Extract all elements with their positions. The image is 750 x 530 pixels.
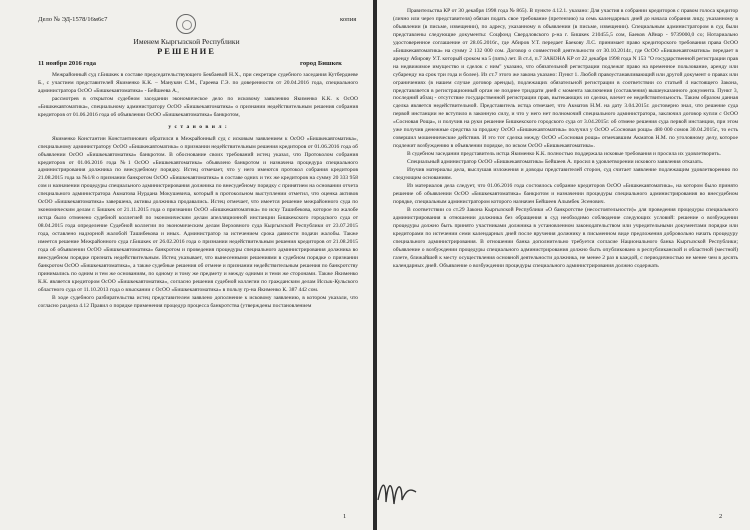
plaintiff-support-paragraph: В судебном заседании представитель истца Якименко К.К. полностью поддержала исковые требования и просила их удовлетворить. <box>407 151 721 158</box>
left-page <box>0 0 373 530</box>
page-number-right: 2 <box>719 513 723 520</box>
right-body <box>393 8 738 270</box>
court-name: Именем Кыргызской Республики <box>133 37 240 46</box>
claim-paragraph: Якименко Константин Константинович обратился в Межрайонный суд с исковым заявлением к ОсОО «Бишкекавтоматика», специальному администратору ОсОО «Бишкекавтоматика» о признании недействительным решения кредиторов от 01.06.2016 года об объявлении ОсОО «Бишкекавтоматика» банкротом. В обоснование своих требований истец указал, что Протоколом собрания кредиторов от 01.06.2016 года №1 ОсОО «Бишкекавтоматика» объявлено банкротом и назначена процедура специального администрирования должника по внесудебному порядку. Истец отмечает, что у него имеются протокол собрания кредиторов 21.08.2015 года за №1/8 о признании банкротом ОсОО «Бишкекавтоматика» в составе одних и тех же кредиторов на сумму 20 333 958 сом и назначении процедуры специального администрирования должника по внесудебному порядку с принятием на основании отчета специального администратора Акматова Нурдана Мокушевича, который в протокольном выступлении отметил, что оценка активов ОсОО «Бишкекавтоматика» завершена, активы должника продавались. Истец отмечает, что имеется решение межрайонного суда по экономическим делам г. Бишкек от 21.11.2015 года о признании ОсОО «Бишкекавтоматика» по иску Ташибекова, которое по жалобе истца было отменено судебной коллегией по экономическим делам апелляционной инстанции Бишкекского городского суда от 08.04.2015 года определение Судебной коллегии по экономическим делам Верховного суда Кыргызской Республики от 23.07.2015 года, оставлено надзорной жалобой Ташибекова и иных. Администратор за истечением срока давности подачи жалобы. Также имеется решение Межрайонного суда г.Бишкек от 26.02.2016 года о признании недействительным решения кредиторов от 21.08.2015 года об объявлении ОсОО «Бишкекавтоматика» банкротом и проведения процедуры специального администрирования должника во внесудебном порядке признать недействительным. Истец указывает, что вынесенными решениями в судебном порядке о признании банкротом ОсОО «Бишкекавтоматика», а также судебные решения об отмене и признании недействительным решения по банкротству принимались по одним и тем же основаниям, по одному и тому же предмету и между одними и теми же сторонами. Также Якименко К.К. является кредитором ОсОО «Бишкекавтоматика», согласно решения судебной коллегии по гражданским делам Иссык-Кульского областного суда от 11.10.2013 года о взыскании с ОсОО «Бишкекавтоматика» в пользу гр-на Якименко К. 387 442 сом. <box>38 135 358 293</box>
supplement-paragraph: В ходе судебного разбирательства истец представителем заявлено дополнение к исковому заявлению, в котором указали, что согласно раздела 4.12 Правил о порядке применения процедур процесса банкротства (утверждены постановлением <box>38 294 358 309</box>
rules-paragraph: Правительства КР от 30 декабря 1998 года № 865). В пункте 4.12.1. указано: Для участия в собрании кредиторов с правом голоса кредитор (лично или через представителя) обязан подать свое требование (претензию) за семь календарных дней до начала собрания лицу, указанному в объявлении (в письме, извещении), по адресу, указанному в объявлении (в письме, извещении). Специальным администратором в суд были представлены следующие документы: Соцфонд Свердловского р-на г. Бишкек 210455,5 сом, Баеков Айнар - 9739000,0 со; Нотариально удостоверенное соглашение от 28.05.2016г., где Абиров У.Т. передает Баекову Л.С. принимает право кредиторского требования права ОсОО «Бишкекавтоматика» на сумму 2 132 000 сом. Договор о совместной деятельности от 30.10.2014г., где ОсОО «Бишкекавтоматика» передает в аренду Абирову У.Т. который сроком на 5 (пять) лет. В ст.4, п.7 ЗАКОНА КР от 22 декабря 1998 года N 153 "О государственной регистрации прав на недвижимое имущество и сделок с ним" указано, что обязательной регистрации подлежат право на временное пользование, аренду или субаренду на срок три года и более). Из ст.7 этого же закона указано: Пункт 1. Любой правоустанавливающий или другой документ о правах или ограничениях (в нашем случае договор аренды), подлежащих обязательной регистрации в соответствии со статьей 4 настоящего Закона, представляется в регистрационный орган не позднее тридцати дней с момента заключения (составления) вышеуказанного документа. Пункт 3, последний абзац - отсутствие государственной регистрации прав, вытекающих из сделки, влечет ее недействительность. Таким образом данная сделка является недействительной. Представитель истца отмечает, что Акматов Н.М. на дату 3.04.2015г. достоверно знал, что решение суда первой инстанции не вступило в законную силу, и что у него нет полномочий специального администратора, заключил договор купли с ОсОО «Сосновая Роща», и получив на руки решение Бишкекского городского суда от 3.04.2015г. об отмене решения суда первой инстанции, при этом уже получив денежные средства за продажу ОсОО «Бишкекавтоматика» получил у ОсОО «Сосновая роща» 480 000 сомов 30.04.2015г., то есть совершил мошеннические действия. И это тот сделка между ОсОО «Сосновая роща» отмечавшим Акматов Н.М. по уголовному делу, которое подлежит возбуждению в объявлении порядке, по иском ОсОО «Бишкекавтоматика». <box>393 8 738 150</box>
law-paragraph: В соответствии со ст.29 Закона Кыргызской Республики «О банкротстве (несостоятельности)» для проведения процедуры специального администрирования в отношении должника без обращения в суд необходимо соблюдение следующих условий: решение о возбуждении процедуры должно быть принято участниками должника в установленном законодательством или учредительными документами порядке или кредиторами по истечении семи календарных дней после вручения должнику в письменном виде предложения добровольно начать процедуру специального администрирования. В отношении банка дополнительно требуется согласие Национального банка Кыргызской Республики; объявление о возбуждении процедуры специального администрирования должно быть опубликовано в республиканской и областной (местной) газете, ближайшей к месту осуществления основной деятельности должника, не менее 2 раз в каждой, с периодичностью не менее чем в десять календарных дней. Объявление о возбуждении процедуры специального администрирования должно содержать <box>393 206 738 269</box>
case-summary: рассмотрев в открытом судебном заседании экономическое дело по исковому заявлению Якименко К.К. к ОсОО «Бишкекавтоматика», специальному администратору ОсОО «Бишкекавтоматика» о признании недействительным решения собрания кредиторов от 01.06.2016 года об объявлении ОсОО «Бишкекавтоматика» банкротом, <box>38 95 358 118</box>
document-title: РЕШЕНИЕ <box>157 46 216 56</box>
case-number: Дело № ЭД-1578/16м6с7 <box>38 16 108 23</box>
right-page <box>377 0 750 530</box>
left-body <box>38 72 358 311</box>
materials-paragraph: Из материалов дела следует, что 01.06.2016 года состоялось собрание кредиторов ОсОО «Бишкекавтоматика», на котором было принято решение об объявлении ОсОО «Бишкекавтоматика» банкротом и назначении процедуры специального администрирования во внесудебном порядке, специальным администратором которого назначен Бейшеев Алымбек Эсенович. <box>393 182 738 205</box>
state-emblem-icon <box>176 14 196 34</box>
decision-date: 11 ноября 2016 года <box>38 60 97 67</box>
court-composition: Межрайонный суд г.Бишкек в составе председательствующего Бекбаевой Н.Х., при секретаре судебного заседания Кутбердиеве Б., с участием представителей Якименко К.К. – Манукян С.М., Гареева Г.Э. по доверенности от 20.04.2016 года, специального администратора ОсОО «Бишкекавтоматика» - Бейшеева А., <box>38 72 358 94</box>
copy-mark: копия <box>340 16 357 23</box>
page-number-left: 1 <box>343 513 347 520</box>
decision-city: город Бишкек <box>300 60 342 67</box>
signature-icon <box>377 470 422 515</box>
administrator-paragraph: Специальный администратор ОсОО «Бишкекавтоматика» Бейшеев А. просил в удовлетворении искового заявления отказать. <box>407 159 704 166</box>
established-heading: у с т а н о в и л : <box>168 123 228 130</box>
court-finding-paragraph: Изучив материалы дела, выслушав изложения и доводы представителей сторон, суд считает заявление подлежащим удовлетворению по следующим основаниям. <box>393 167 738 182</box>
